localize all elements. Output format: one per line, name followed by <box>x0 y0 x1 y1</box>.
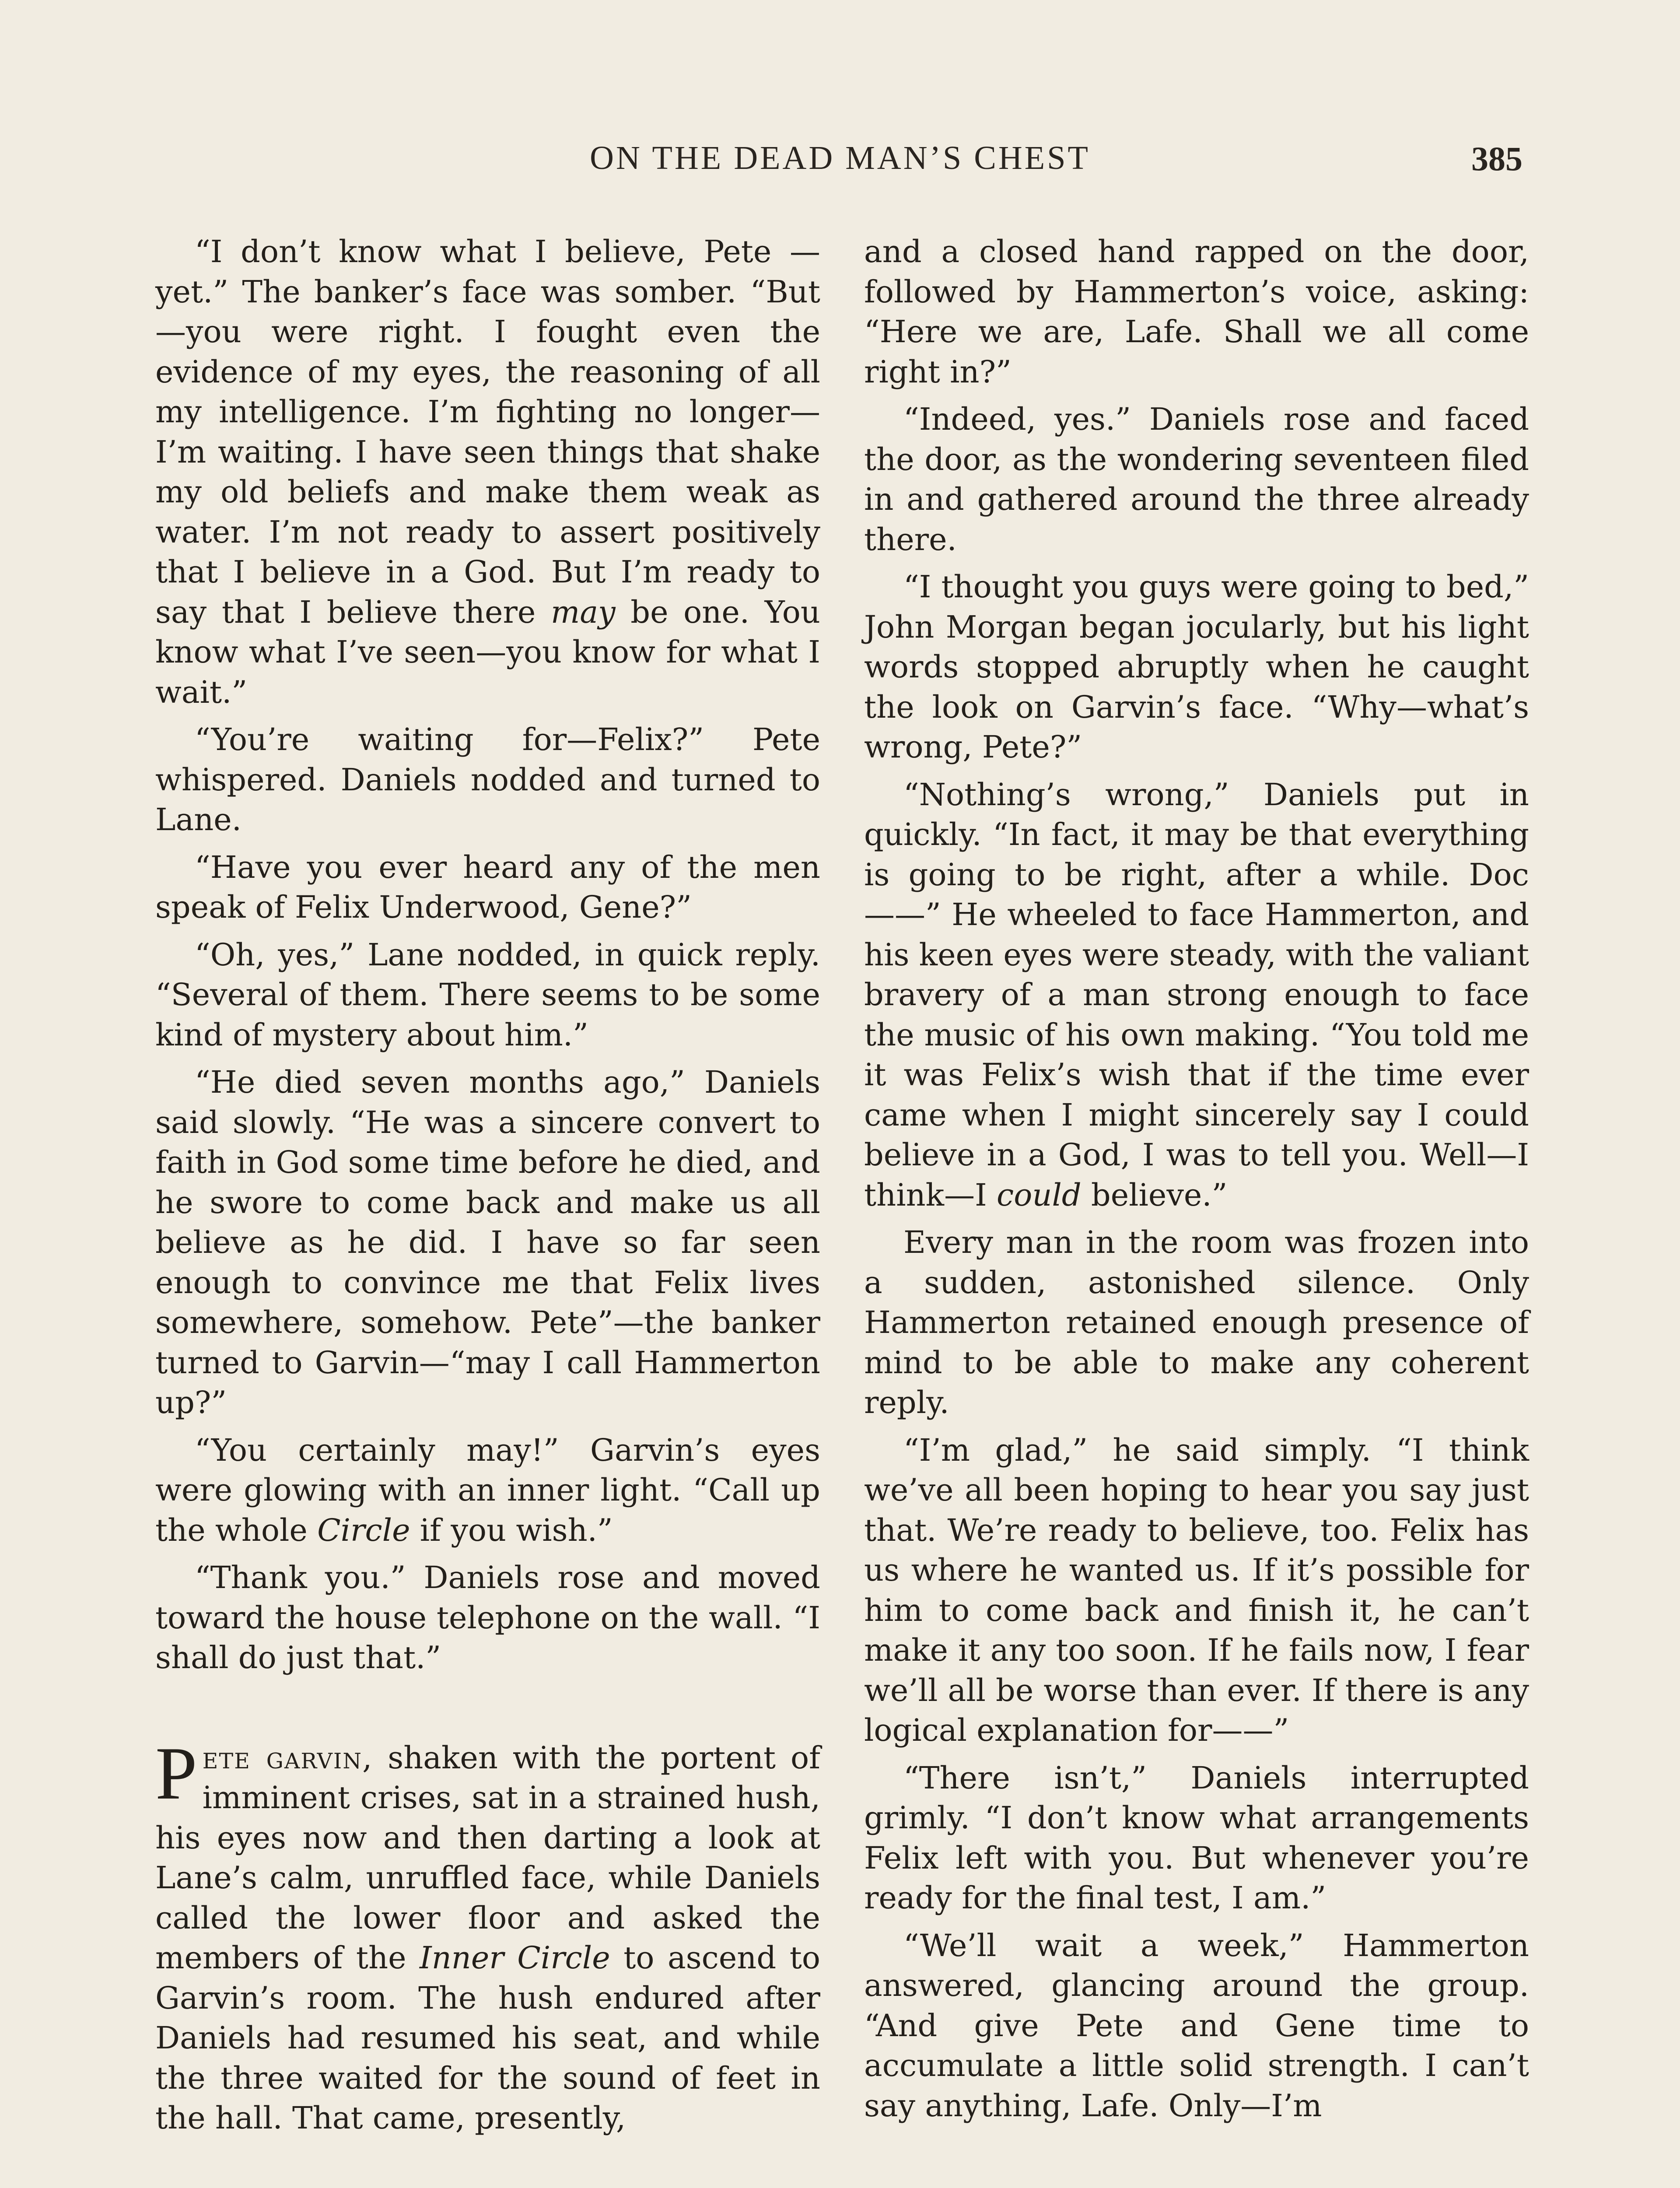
left-column <box>155 232 820 2146</box>
emphasis-text: Circle <box>317 1512 410 1548</box>
drop-cap: P <box>155 1732 197 1815</box>
right-column <box>864 232 1529 2133</box>
section-opening-paragraph <box>155 1732 821 2139</box>
paragraph <box>864 775 1529 1216</box>
paragraph: and a closed hand rapped on the door, followed by Hammerton’s voice, asking: “Here we are, Lafe. Shall we all come right in?” <box>864 234 1529 390</box>
paragraph-text: believe.” <box>1081 1177 1228 1213</box>
paragraph-text: if you wish.” <box>410 1512 613 1548</box>
paragraph: “I’m glad,” he said simply. “I think we’ve all been hoping to hear you say just that. We’re ready to believe, too. Felix has us where he wanted us. If it’s possible for him to come back and finish it, he can’t make it any too soon. If he fails now, I fear we’ll all be worse than ever. If there is any logical explanation for——” <box>864 1432 1529 1748</box>
paragraph: “He died seven months ago,” Daniels said slowly. “He was a sincere convert to faith in God some time before he died, and he swore to come back and make us all believe as he did. I have so far seen enough to convince me that Felix lives somewhere, somehow. Pete”—the banker turned to Garvin—“may I call Hammerton up?” <box>155 1064 820 1420</box>
emphasis-text: could <box>997 1177 1082 1213</box>
paragraph-text: to ascend to Garvin’s room. The hush endured after Daniels had resumed his seat, and while the three waited for the sound of feet in the hall. That came, presently, <box>155 1940 820 2136</box>
paragraph: “You’re waiting for—Felix?” Pete whispered. Daniels nodded and turned to Lane. <box>155 722 820 838</box>
paragraph-text: “I don’t know what I believe, Pete —yet.” The banker’s face was somber. “But—you were right. I fought even the evidence of my eyes, the reasoning of all my intelligence. I’m fighting no longer—I’m waiting. I have seen things that shake my old beliefs and make them weak as water. I’m not ready to assert positively that I believe in a God. But I’m ready to say that I believe there <box>155 234 820 630</box>
page-number: 385 <box>1471 140 1522 178</box>
paragraph-text: be one. You know what I’ve seen—you know for what I wait.” <box>155 594 820 710</box>
emphasis-text: may <box>550 594 616 630</box>
paragraph: “Indeed, yes.” Daniels rose and faced the door, as the wondering seventeen filed in and gathered around the three already there. <box>864 401 1529 558</box>
paragraph: “There isn’t,” Daniels interrupted grimly. “I don’t know what arrangements Felix left with you. But whenever you’re ready for the final test, I am.” <box>864 1760 1529 1916</box>
paragraph-text: “You certainly may!” Garvin’s eyes were glowing with an inner light. “Call up the whole <box>155 1432 820 1548</box>
page-header <box>158 139 1522 187</box>
smallcaps-lead: ete garvin, <box>202 1739 373 1776</box>
paragraph-text: shaken with the portent of imminent crises, sat in a strained hush, his eyes now and then darting a look at Lane’s calm, unruffled face, while Daniels called the lower floor and asked the members of the <box>155 1739 821 1976</box>
paragraph <box>155 1431 820 1551</box>
paragraph <box>155 232 820 712</box>
paragraph: Every man in the room was frozen into a sudden, astonished silence. Only Hammerton retained enough presence of mind to be able to make any coherent reply. <box>864 1224 1529 1420</box>
paragraph: “We’ll wait a week,” Hammerton answered, glancing around the group. “And give Pete and Gene time to accumulate a little solid strength. I can’t say anything, Lafe. Only—I’m <box>864 1927 1529 2124</box>
emphasis-text: Inner Circle <box>420 1940 610 1976</box>
running-title: ON THE DEAD MAN’S CHEST <box>590 140 1090 176</box>
paragraph: “Have you ever heard any of the men speak of Felix Underwood, Gene?” <box>155 849 820 925</box>
paragraph-text: “Nothing’s wrong,” Daniels put in quickly. “In fact, it may be that everything is going to be right, after a while. Doc——” He wheeled to face Hammerton, and his keen eyes were steady, with the valiant bravery of a man strong enough to face the music of his own making. “You told me it was Felix’s wish that if the time ever came when I might sincerely say I could believe in a God, I was to tell you. Well—I think—I <box>864 776 1529 1213</box>
paragraph: “Thank you.” Daniels rose and moved toward the house telephone on the wall. “I shall do just that.” <box>155 1560 820 1676</box>
paragraph: “I thought you guys were going to bed,” John Morgan began jocularly, but his light words stopped abruptly when he caught the look on Garvin’s face. “Why—what’s wrong, Pete?” <box>864 569 1529 765</box>
paragraph: “Oh, yes,” Lane nodded, in quick reply. “Several of them. There seems to be some kind of mystery about him.” <box>155 936 820 1053</box>
section-break <box>155 1686 820 1738</box>
